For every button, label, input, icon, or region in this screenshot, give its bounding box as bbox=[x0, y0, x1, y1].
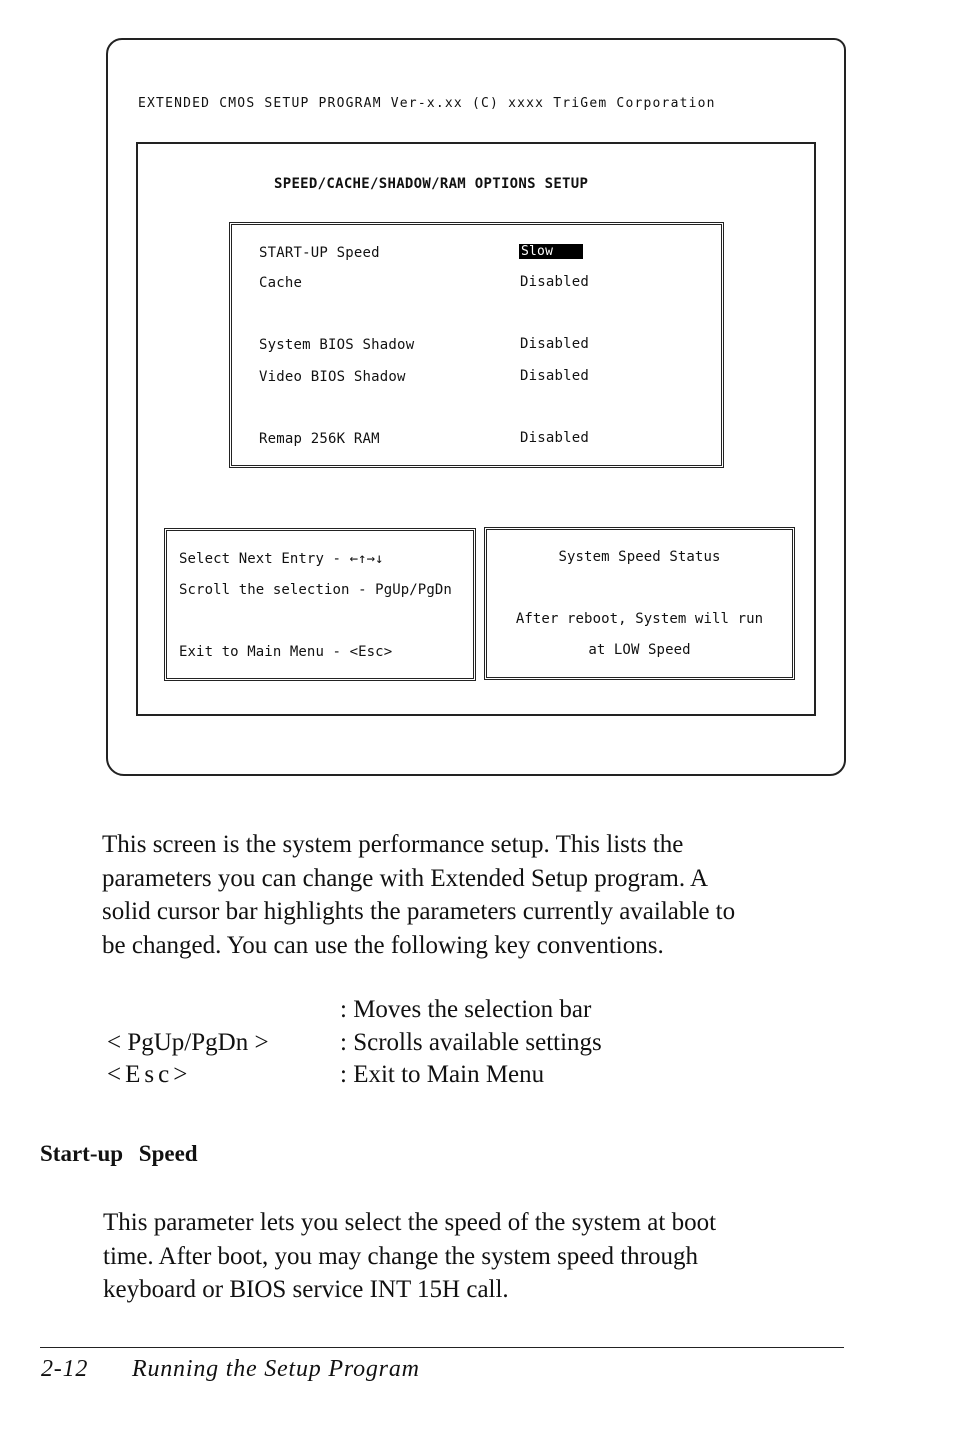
intro-line: be changed. You can use the following key conventions. bbox=[102, 931, 664, 959]
page-number: 2-12 bbox=[41, 1356, 89, 1382]
screen-header: EXTENDED CMOS SETUP PROGRAM Ver-x.xx (C) xxxx TriGem Corporation bbox=[138, 96, 716, 111]
footer-rule bbox=[40, 1347, 844, 1348]
option-remap-ram-label: Remap 256K RAM bbox=[259, 431, 380, 447]
selection-cursor-bar[interactable]: Slow bbox=[519, 244, 583, 259]
status-line-2: at LOW Speed bbox=[588, 642, 691, 658]
key-esc: <Esc> bbox=[107, 1061, 192, 1088]
section-paragraph bbox=[103, 1206, 863, 1307]
setup-title: SPEED/CACHE/SHADOW/RAM OPTIONS SETUP bbox=[274, 176, 589, 192]
help-exit: Exit to Main Menu - <Esc> bbox=[179, 644, 393, 660]
intro-line: This screen is the system performance setup. This lists the bbox=[102, 831, 684, 858]
section-heading: Start-up Speed bbox=[40, 1141, 198, 1166]
intro-line: solid cursor bar highlights the parameters currently available to bbox=[102, 898, 736, 925]
intro-paragraph bbox=[102, 828, 862, 962]
option-video-bios-shadow-label: Video BIOS Shadow bbox=[259, 369, 406, 385]
key-pgup-pgdn: < PgUp/PgDn > bbox=[107, 1029, 269, 1056]
status-line-1: After reboot, System will run bbox=[515, 611, 764, 627]
intro-line: parameters you can change with Extended Setup program. A bbox=[102, 864, 709, 892]
key-desc-pgup-pgdn: : Scrolls available settings bbox=[340, 1029, 602, 1056]
help-select-next: Select Next Entry - ←↑→↓ bbox=[179, 551, 384, 567]
option-cache-label: Cache bbox=[259, 275, 303, 291]
footer-title: Running the Setup Program bbox=[132, 1356, 420, 1382]
help-scroll: Scroll the selection - PgUp/PgDn bbox=[179, 582, 452, 598]
option-startup-speed-value[interactable] bbox=[519, 243, 583, 259]
option-system-bios-shadow-value[interactable]: Disabled bbox=[520, 336, 590, 352]
option-startup-speed-label: START-UP Speed bbox=[259, 245, 380, 261]
status-title: System Speed Status bbox=[558, 549, 721, 565]
key-desc-esc: : Exit to Main Menu bbox=[340, 1061, 545, 1088]
option-cache-value[interactable]: Disabled bbox=[520, 274, 590, 290]
section-line: time. After boot, you may change the system speed through bbox=[103, 1242, 699, 1270]
section-line: This parameter lets you select the speed of the system at boot bbox=[103, 1209, 717, 1236]
section-line: keyboard or BIOS service INT 15H call. bbox=[103, 1276, 509, 1303]
option-video-bios-shadow-value[interactable]: Disabled bbox=[520, 368, 590, 384]
option-remap-ram-value[interactable]: Disabled bbox=[520, 430, 590, 446]
key-desc-arrows: : Moves the selection bar bbox=[340, 996, 592, 1023]
option-system-bios-shadow-label: System BIOS Shadow bbox=[259, 337, 415, 353]
